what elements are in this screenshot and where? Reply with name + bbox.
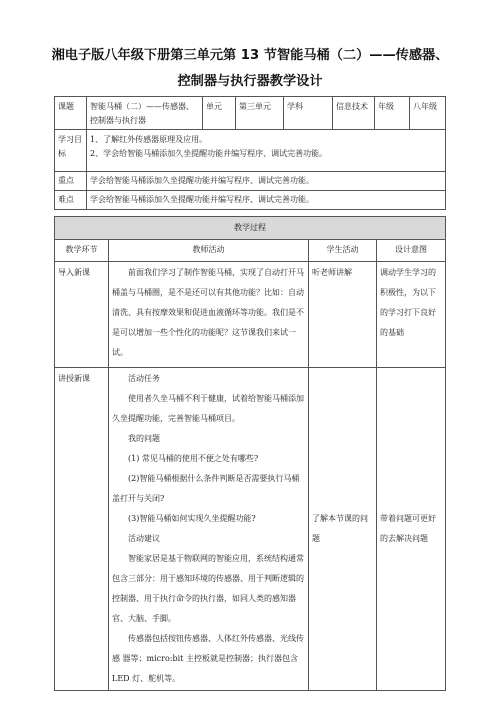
intro-design-intent: 调动学生学习的积极性，为以下的学习打下良好的基础 <box>377 262 446 368</box>
header-intent: 设计意图 <box>377 240 446 262</box>
process-banner-row <box>55 217 446 240</box>
smart-home-text: 智能家居是基于物联网的智能应用，系统结构通常包含三部分：用于感知环境的传感器、用于判断逻辑的控制器、用于执行命令的执行器，如同人类的感知器官、大脑、手脚。 <box>112 554 304 623</box>
lesson-info-table <box>54 96 446 210</box>
header-stage: 教学环节 <box>55 240 109 262</box>
difficulty-row <box>55 191 446 210</box>
lecture-teacher-activity <box>109 368 309 691</box>
subject-label: 学科 <box>284 97 333 130</box>
lecture-student-activity: 了解本节课的问题 <box>309 368 377 691</box>
goal-label: 学习目标 <box>55 130 87 172</box>
header-student: 学生活动 <box>309 240 377 262</box>
question-1: (1) 常见马桶的使用不便之处有哪些? <box>128 454 259 463</box>
topic-value: 智能马桶（二）——传感器、控制器与执行器 <box>87 97 203 130</box>
intro-row <box>55 262 446 368</box>
intro-teacher-activity: 前面我们学习了制作智能马桶，实现了自动打开马桶盖与马桶圈，是不是还可以有其他功能？比如：自动清洗、具有按摩效果和促进血液循环等功能。我们是不是可以增加一些个性化的功能呢？这节课我们来试一试。 <box>109 262 309 368</box>
lecture-stage: 讲授新课 <box>55 368 109 691</box>
header-teacher: 教师活动 <box>109 240 309 262</box>
subject-value: 信息技术 <box>333 97 375 130</box>
goal-item: 2、学会给智能马桶添加久坐提醒功能并编写程序、调试完善功能。 <box>90 149 328 158</box>
unit-label: 单元 <box>203 97 236 130</box>
goal-item: 1、了解红外传感器原理及应用。 <box>90 135 208 144</box>
activity-suggestion-heading: 活动建议 <box>128 534 160 543</box>
key-point-row <box>55 172 446 191</box>
lecture-design-intent: 带着问题可更好的去解决问题 <box>377 368 446 691</box>
topic-row <box>55 97 446 130</box>
key-point-value: 学会给智能马桶添加久坐提醒功能并编写程序、调试完善功能。 <box>87 172 446 191</box>
question-3: (3)智能马桶如何实现久坐提醒功能? <box>128 514 256 523</box>
grade-value: 八年级 <box>410 97 446 130</box>
question-2: (2)智能马桶根据什么条件判断是否需要执行马桶盖打开与关闭? <box>112 474 300 503</box>
my-questions-heading: 我的问题 <box>128 434 160 443</box>
process-banner: 教学过程 <box>55 217 446 240</box>
activity-task-text: 使用者久坐马桶不利于健康，试着给智能马桶添加久坐提醒功能，完善智能马桶项目。 <box>112 394 304 423</box>
key-point-label: 重点 <box>55 172 87 191</box>
unit-value: 第三单元 <box>236 97 284 130</box>
teaching-process-table <box>54 216 446 691</box>
goal-value <box>87 130 446 172</box>
difficulty-label: 难点 <box>55 191 87 210</box>
process-header-row <box>55 240 446 262</box>
document-title-line-1: 湘电子版八年级下册第三单元第 13 节智能马桶（二）——传感器、 <box>51 48 449 63</box>
difficulty-value: 学会给智能马桶添加久坐提醒功能并编写程序、调试完善功能。 <box>87 191 446 210</box>
grade-label: 年级 <box>375 97 410 130</box>
goal-row <box>55 130 446 172</box>
intro-student-activity: 听老师讲解 <box>309 262 377 368</box>
topic-label: 课题 <box>55 97 87 130</box>
sensor-text: 传感器包括按钮传感器、人体红外传感器、光线传感 器等；micro:bit 主控板就是控制器；执行器包含 LED 灯、舵机等。 <box>112 634 304 683</box>
document-title-line-2: 控制器与执行器教学设计 <box>177 74 323 89</box>
activity-task-heading: 活动任务 <box>128 374 160 383</box>
intro-stage: 导入新课 <box>55 262 109 368</box>
lecture-row <box>55 368 446 691</box>
